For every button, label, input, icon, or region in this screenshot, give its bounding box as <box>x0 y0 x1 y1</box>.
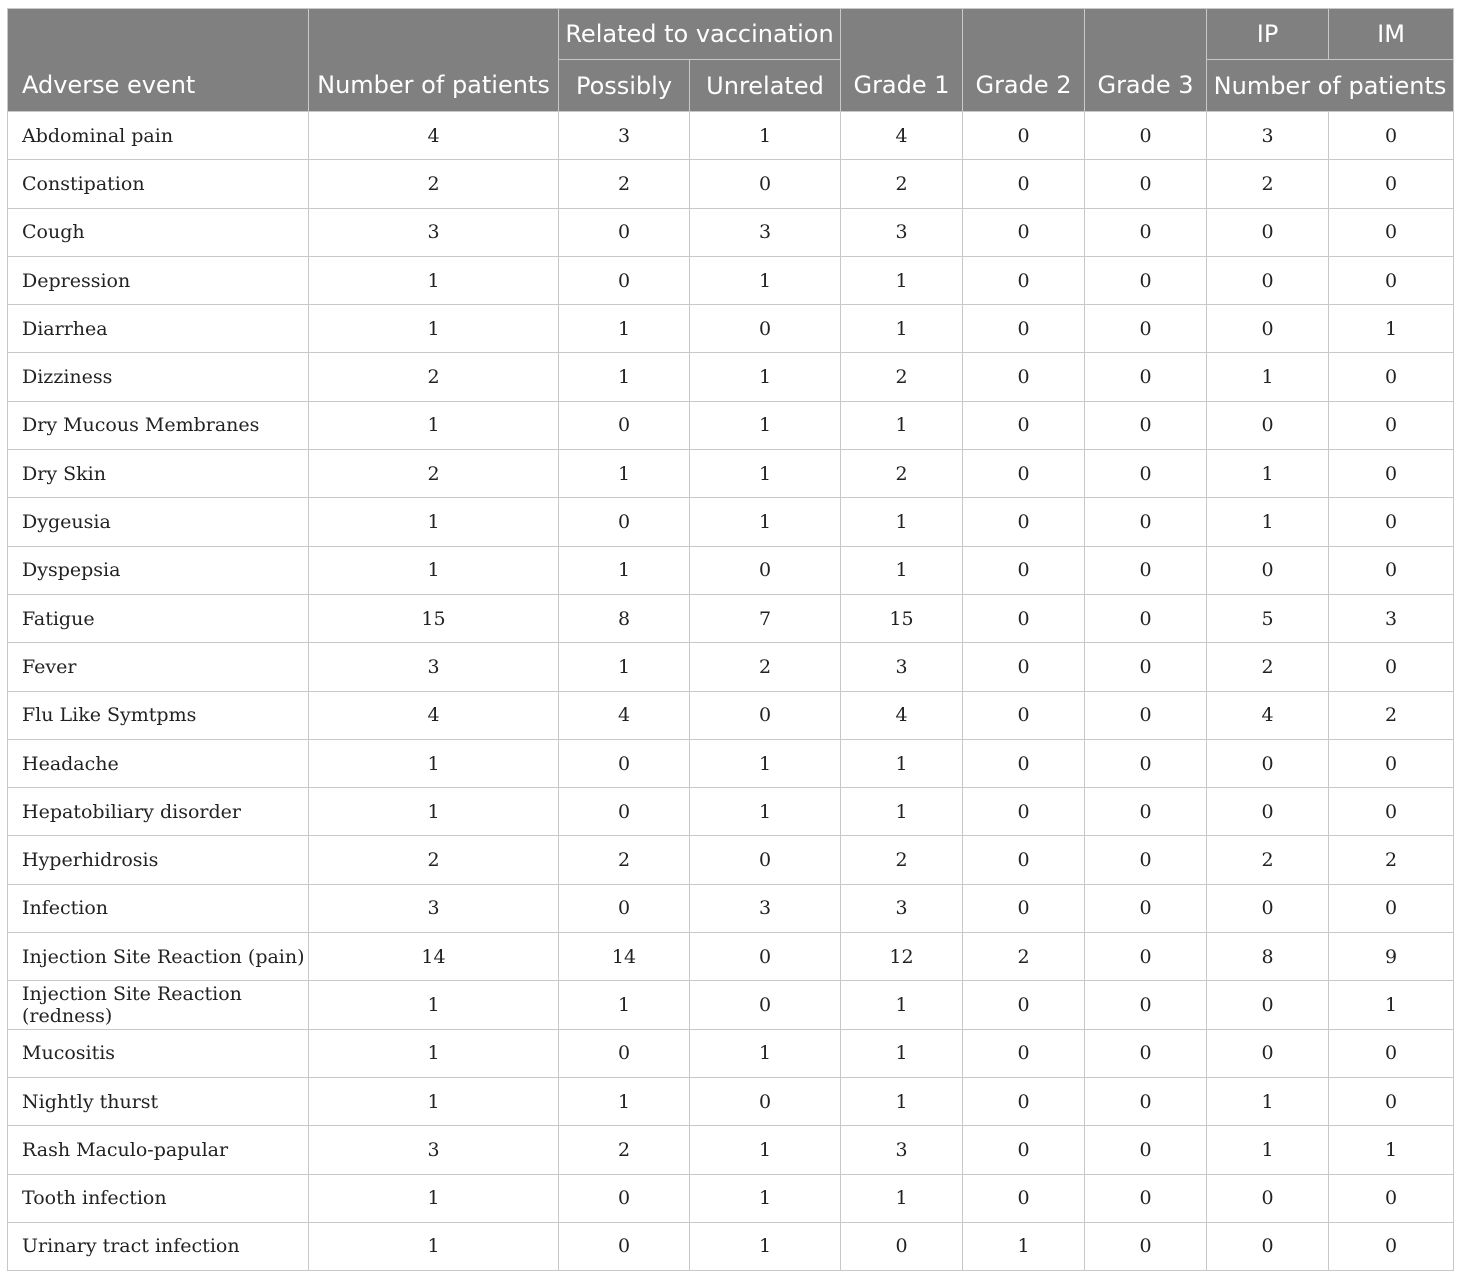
cell-im: 0 <box>1329 1222 1454 1270</box>
cell-number-of-patients: 2 <box>309 836 559 884</box>
cell-grade-1: 2 <box>841 160 963 208</box>
cell-adverse-event: Diarrhea <box>8 305 309 353</box>
table-row <box>8 594 1454 642</box>
cell-ip: 0 <box>1207 256 1329 304</box>
cell-adverse-event: Hepatobiliary disorder <box>8 788 309 836</box>
cell-grade-3: 0 <box>1085 1029 1207 1077</box>
header-unrelated: Unrelated <box>690 60 841 112</box>
cell-number-of-patients: 4 <box>309 691 559 739</box>
cell-unrelated: 1 <box>690 353 841 401</box>
cell-possibly: 1 <box>559 450 690 498</box>
cell-grade-2: 0 <box>963 305 1085 353</box>
cell-adverse-event: Headache <box>8 739 309 787</box>
cell-number-of-patients: 1 <box>309 305 559 353</box>
cell-possibly: 0 <box>559 208 690 256</box>
cell-adverse-event: Depression <box>8 256 309 304</box>
cell-number-of-patients: 1 <box>309 1029 559 1077</box>
cell-grade-3: 0 <box>1085 1174 1207 1222</box>
cell-adverse-event: Cough <box>8 208 309 256</box>
cell-possibly: 1 <box>559 643 690 691</box>
cell-ip: 0 <box>1207 1029 1329 1077</box>
cell-number-of-patients: 2 <box>309 353 559 401</box>
cell-possibly: 1 <box>559 1077 690 1125</box>
cell-ip: 0 <box>1207 788 1329 836</box>
cell-adverse-event: Nightly thurst <box>8 1077 309 1125</box>
cell-grade-2: 0 <box>963 112 1085 160</box>
cell-adverse-event: Dry Skin <box>8 450 309 498</box>
cell-grade-3: 0 <box>1085 112 1207 160</box>
cell-im: 0 <box>1329 160 1454 208</box>
table-body <box>8 112 1454 1271</box>
table-row <box>8 401 1454 449</box>
cell-ip: 0 <box>1207 1174 1329 1222</box>
table-row <box>8 498 1454 546</box>
cell-possibly: 2 <box>559 836 690 884</box>
cell-number-of-patients: 14 <box>309 933 559 981</box>
cell-grade-1: 4 <box>841 691 963 739</box>
cell-im: 3 <box>1329 594 1454 642</box>
cell-im: 1 <box>1329 1126 1454 1174</box>
cell-ip: 4 <box>1207 691 1329 739</box>
cell-grade-3: 0 <box>1085 884 1207 932</box>
cell-unrelated: 1 <box>690 498 841 546</box>
cell-unrelated: 0 <box>690 160 841 208</box>
cell-grade-2: 0 <box>963 160 1085 208</box>
table-row <box>8 1126 1454 1174</box>
cell-grade-3: 0 <box>1085 1077 1207 1125</box>
cell-im: 0 <box>1329 1029 1454 1077</box>
cell-im: 0 <box>1329 112 1454 160</box>
cell-grade-3: 0 <box>1085 981 1207 1029</box>
header-grade-3: Grade 3 <box>1085 9 1207 112</box>
cell-grade-1: 2 <box>841 836 963 884</box>
table-row <box>8 739 1454 787</box>
cell-grade-1: 0 <box>841 1222 963 1270</box>
cell-grade-1: 1 <box>841 305 963 353</box>
cell-im: 1 <box>1329 305 1454 353</box>
cell-number-of-patients: 3 <box>309 208 559 256</box>
cell-grade-3: 0 <box>1085 1126 1207 1174</box>
table-row <box>8 933 1454 981</box>
cell-grade-3: 0 <box>1085 256 1207 304</box>
cell-im: 0 <box>1329 884 1454 932</box>
header-related-to-vaccination: Related to vaccination <box>559 9 841 60</box>
cell-ip: 0 <box>1207 981 1329 1029</box>
cell-number-of-patients: 1 <box>309 788 559 836</box>
cell-unrelated: 7 <box>690 594 841 642</box>
cell-ip: 0 <box>1207 401 1329 449</box>
cell-possibly: 1 <box>559 546 690 594</box>
cell-number-of-patients: 1 <box>309 1077 559 1125</box>
cell-grade-1: 1 <box>841 1174 963 1222</box>
cell-number-of-patients: 3 <box>309 1126 559 1174</box>
cell-grade-3: 0 <box>1085 739 1207 787</box>
cell-grade-2: 0 <box>963 498 1085 546</box>
cell-ip: 1 <box>1207 353 1329 401</box>
cell-grade-3: 0 <box>1085 208 1207 256</box>
table-row <box>8 546 1454 594</box>
cell-number-of-patients: 3 <box>309 643 559 691</box>
cell-im: 0 <box>1329 788 1454 836</box>
cell-unrelated: 1 <box>690 112 841 160</box>
cell-possibly: 0 <box>559 739 690 787</box>
cell-unrelated: 1 <box>690 1029 841 1077</box>
cell-grade-2: 0 <box>963 691 1085 739</box>
cell-adverse-event: Dyspepsia <box>8 546 309 594</box>
cell-possibly: 0 <box>559 1029 690 1077</box>
cell-adverse-event: Constipation <box>8 160 309 208</box>
header-grade-2: Grade 2 <box>963 9 1085 112</box>
cell-im: 0 <box>1329 1174 1454 1222</box>
cell-im: 2 <box>1329 836 1454 884</box>
header-route-number-of-patients: Number of patients <box>1207 60 1454 112</box>
table-row <box>8 1222 1454 1270</box>
cell-grade-1: 1 <box>841 546 963 594</box>
cell-ip: 3 <box>1207 112 1329 160</box>
cell-adverse-event: Injection Site Reaction (redness) <box>8 981 309 1029</box>
cell-unrelated: 1 <box>690 1126 841 1174</box>
cell-grade-1: 1 <box>841 981 963 1029</box>
cell-possibly: 14 <box>559 933 690 981</box>
header-possibly: Possibly <box>559 60 690 112</box>
cell-grade-2: 0 <box>963 1174 1085 1222</box>
table-row <box>8 112 1454 160</box>
cell-grade-3: 0 <box>1085 643 1207 691</box>
table-row <box>8 160 1454 208</box>
cell-number-of-patients: 1 <box>309 256 559 304</box>
header-adverse-event: Adverse event <box>8 9 309 112</box>
cell-grade-1: 3 <box>841 643 963 691</box>
cell-ip: 1 <box>1207 1077 1329 1125</box>
cell-unrelated: 1 <box>690 1174 841 1222</box>
table-row <box>8 1077 1454 1125</box>
cell-grade-3: 0 <box>1085 933 1207 981</box>
adverse-events-table <box>7 8 1454 1271</box>
cell-grade-1: 1 <box>841 256 963 304</box>
cell-grade-1: 1 <box>841 401 963 449</box>
cell-im: 0 <box>1329 208 1454 256</box>
cell-number-of-patients: 2 <box>309 450 559 498</box>
header-number-of-patients: Number of patients <box>309 9 559 112</box>
cell-number-of-patients: 4 <box>309 112 559 160</box>
cell-adverse-event: Tooth infection <box>8 1174 309 1222</box>
cell-grade-1: 2 <box>841 353 963 401</box>
table-row <box>8 305 1454 353</box>
cell-im: 9 <box>1329 933 1454 981</box>
cell-unrelated: 1 <box>690 450 841 498</box>
cell-unrelated: 0 <box>690 1077 841 1125</box>
cell-adverse-event: Infection <box>8 884 309 932</box>
cell-ip: 1 <box>1207 450 1329 498</box>
cell-im: 0 <box>1329 546 1454 594</box>
cell-possibly: 2 <box>559 1126 690 1174</box>
cell-grade-1: 1 <box>841 498 963 546</box>
cell-ip: 0 <box>1207 739 1329 787</box>
cell-possibly: 0 <box>559 1222 690 1270</box>
cell-unrelated: 0 <box>690 305 841 353</box>
cell-unrelated: 0 <box>690 981 841 1029</box>
cell-grade-2: 2 <box>963 933 1085 981</box>
cell-grade-2: 0 <box>963 788 1085 836</box>
table-row <box>8 1174 1454 1222</box>
cell-ip: 8 <box>1207 933 1329 981</box>
cell-grade-3: 0 <box>1085 594 1207 642</box>
cell-possibly: 0 <box>559 256 690 304</box>
table-header <box>8 9 1454 112</box>
cell-possibly: 8 <box>559 594 690 642</box>
cell-possibly: 0 <box>559 498 690 546</box>
cell-grade-3: 0 <box>1085 498 1207 546</box>
cell-grade-3: 0 <box>1085 836 1207 884</box>
cell-ip: 5 <box>1207 594 1329 642</box>
cell-unrelated: 1 <box>690 1222 841 1270</box>
cell-number-of-patients: 15 <box>309 594 559 642</box>
cell-im: 1 <box>1329 981 1454 1029</box>
cell-grade-2: 0 <box>963 1077 1085 1125</box>
cell-im: 0 <box>1329 498 1454 546</box>
cell-possibly: 3 <box>559 112 690 160</box>
cell-ip: 0 <box>1207 1222 1329 1270</box>
cell-grade-3: 0 <box>1085 450 1207 498</box>
cell-grade-2: 0 <box>963 884 1085 932</box>
cell-number-of-patients: 1 <box>309 498 559 546</box>
table-row <box>8 884 1454 932</box>
header-ip: IP <box>1207 9 1329 60</box>
cell-possibly: 0 <box>559 401 690 449</box>
table-row <box>8 450 1454 498</box>
cell-im: 0 <box>1329 401 1454 449</box>
cell-number-of-patients: 1 <box>309 1222 559 1270</box>
cell-possibly: 1 <box>559 981 690 1029</box>
cell-ip: 0 <box>1207 208 1329 256</box>
cell-unrelated: 3 <box>690 884 841 932</box>
cell-number-of-patients: 2 <box>309 160 559 208</box>
cell-grade-2: 0 <box>963 546 1085 594</box>
cell-ip: 1 <box>1207 498 1329 546</box>
table-row <box>8 1029 1454 1077</box>
cell-unrelated: 1 <box>690 739 841 787</box>
cell-number-of-patients: 1 <box>309 739 559 787</box>
cell-grade-2: 0 <box>963 1029 1085 1077</box>
cell-grade-2: 0 <box>963 450 1085 498</box>
cell-im: 0 <box>1329 256 1454 304</box>
cell-unrelated: 0 <box>690 691 841 739</box>
cell-grade-2: 1 <box>963 1222 1085 1270</box>
cell-adverse-event: Dygeusia <box>8 498 309 546</box>
cell-grade-1: 3 <box>841 884 963 932</box>
cell-adverse-event: Rash Maculo-papular <box>8 1126 309 1174</box>
cell-unrelated: 2 <box>690 643 841 691</box>
cell-ip: 0 <box>1207 546 1329 594</box>
cell-possibly: 1 <box>559 305 690 353</box>
cell-im: 0 <box>1329 1077 1454 1125</box>
table-row <box>8 353 1454 401</box>
cell-grade-1: 15 <box>841 594 963 642</box>
cell-ip: 2 <box>1207 160 1329 208</box>
cell-grade-2: 0 <box>963 981 1085 1029</box>
cell-grade-1: 1 <box>841 739 963 787</box>
table-row <box>8 691 1454 739</box>
cell-possibly: 0 <box>559 1174 690 1222</box>
header-grade-1: Grade 1 <box>841 9 963 112</box>
cell-number-of-patients: 1 <box>309 401 559 449</box>
cell-grade-1: 1 <box>841 1077 963 1125</box>
cell-grade-1: 4 <box>841 112 963 160</box>
cell-possibly: 2 <box>559 160 690 208</box>
cell-grade-1: 3 <box>841 1126 963 1174</box>
cell-grade-3: 0 <box>1085 160 1207 208</box>
cell-possibly: 0 <box>559 788 690 836</box>
cell-grade-3: 0 <box>1085 691 1207 739</box>
cell-im: 0 <box>1329 643 1454 691</box>
cell-number-of-patients: 3 <box>309 884 559 932</box>
cell-adverse-event: Abdominal pain <box>8 112 309 160</box>
cell-grade-2: 0 <box>963 353 1085 401</box>
cell-grade-2: 0 <box>963 256 1085 304</box>
cell-unrelated: 0 <box>690 546 841 594</box>
cell-possibly: 1 <box>559 353 690 401</box>
cell-adverse-event: Dizziness <box>8 353 309 401</box>
cell-unrelated: 3 <box>690 208 841 256</box>
cell-ip: 0 <box>1207 305 1329 353</box>
table-row <box>8 256 1454 304</box>
cell-grade-2: 0 <box>963 643 1085 691</box>
table-row <box>8 208 1454 256</box>
cell-im: 0 <box>1329 353 1454 401</box>
cell-adverse-event: Fever <box>8 643 309 691</box>
cell-adverse-event: Hyperhidrosis <box>8 836 309 884</box>
cell-unrelated: 1 <box>690 788 841 836</box>
cell-grade-1: 1 <box>841 788 963 836</box>
cell-possibly: 0 <box>559 884 690 932</box>
cell-im: 0 <box>1329 739 1454 787</box>
cell-number-of-patients: 1 <box>309 1174 559 1222</box>
cell-grade-2: 0 <box>963 208 1085 256</box>
cell-unrelated: 1 <box>690 256 841 304</box>
cell-grade-1: 1 <box>841 1029 963 1077</box>
cell-grade-1: 3 <box>841 208 963 256</box>
cell-unrelated: 0 <box>690 933 841 981</box>
cell-grade-2: 0 <box>963 1126 1085 1174</box>
cell-number-of-patients: 1 <box>309 546 559 594</box>
cell-number-of-patients: 1 <box>309 981 559 1029</box>
cell-grade-3: 0 <box>1085 305 1207 353</box>
cell-unrelated: 1 <box>690 401 841 449</box>
cell-adverse-event: Urinary tract infection <box>8 1222 309 1270</box>
cell-grade-3: 0 <box>1085 788 1207 836</box>
cell-grade-1: 12 <box>841 933 963 981</box>
cell-grade-2: 0 <box>963 401 1085 449</box>
cell-grade-2: 0 <box>963 836 1085 884</box>
cell-adverse-event: Fatigue <box>8 594 309 642</box>
cell-ip: 2 <box>1207 836 1329 884</box>
cell-grade-3: 0 <box>1085 401 1207 449</box>
cell-possibly: 4 <box>559 691 690 739</box>
cell-grade-3: 0 <box>1085 1222 1207 1270</box>
cell-grade-2: 0 <box>963 739 1085 787</box>
cell-ip: 2 <box>1207 643 1329 691</box>
cell-grade-3: 0 <box>1085 353 1207 401</box>
cell-im: 0 <box>1329 450 1454 498</box>
table-row <box>8 836 1454 884</box>
table-row <box>8 643 1454 691</box>
cell-grade-1: 2 <box>841 450 963 498</box>
cell-im: 2 <box>1329 691 1454 739</box>
cell-adverse-event: Injection Site Reaction (pain) <box>8 933 309 981</box>
cell-unrelated: 0 <box>690 836 841 884</box>
cell-grade-3: 0 <box>1085 546 1207 594</box>
header-im: IM <box>1329 9 1454 60</box>
cell-adverse-event: Flu Like Symtpms <box>8 691 309 739</box>
cell-adverse-event: Mucositis <box>8 1029 309 1077</box>
cell-ip: 1 <box>1207 1126 1329 1174</box>
cell-adverse-event: Dry Mucous Membranes <box>8 401 309 449</box>
cell-grade-2: 0 <box>963 594 1085 642</box>
table-row <box>8 981 1454 1029</box>
table-row <box>8 788 1454 836</box>
cell-ip: 0 <box>1207 884 1329 932</box>
